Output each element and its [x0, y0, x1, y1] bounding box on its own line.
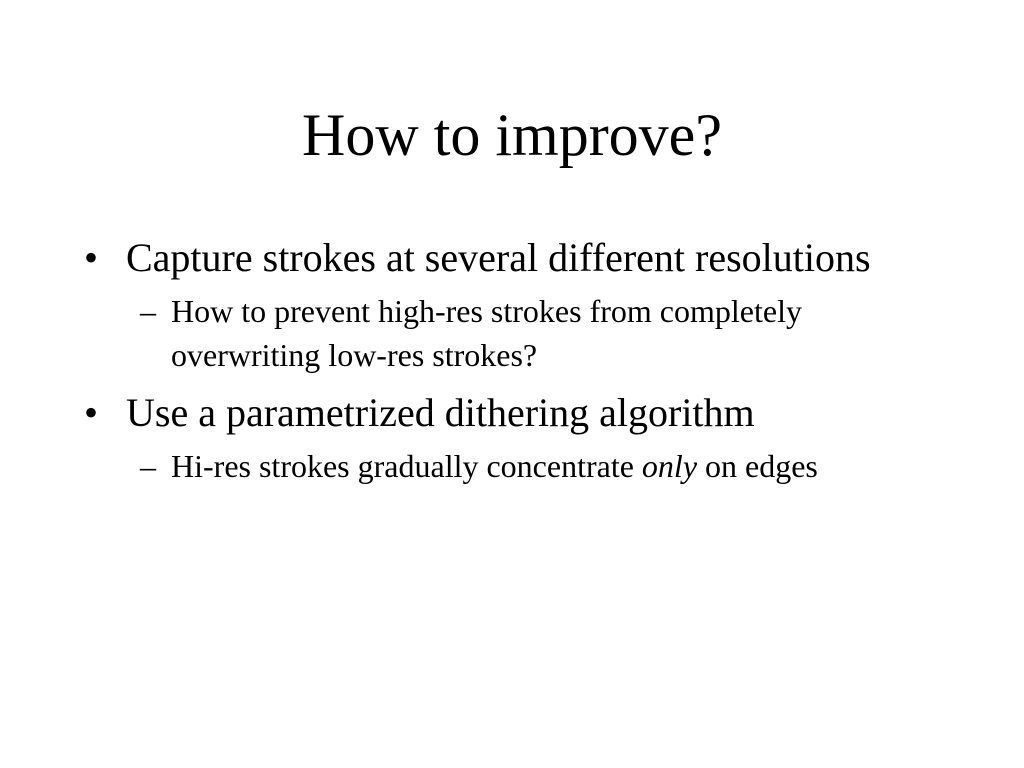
sub-bullet-item	[82, 444, 942, 488]
bullet-item	[82, 232, 942, 283]
dash-icon: –	[140, 448, 156, 484]
sub-bullet-item	[82, 289, 942, 377]
bullet-text: Capture strokes at several different resolutions	[126, 235, 871, 280]
dash-icon: –	[140, 293, 156, 329]
slide-content	[82, 232, 942, 498]
sub-bullet-emphasis: only	[641, 448, 698, 484]
bullet-icon: •	[84, 390, 99, 435]
sub-bullet-text-before: Hi-res strokes gradually concentrate	[171, 448, 642, 484]
bullet-text: Use a parametrized dithering algorithm	[126, 390, 755, 435]
bullet-item	[82, 387, 942, 438]
slide-title: How to improve?	[302, 102, 722, 168]
bullet-icon: •	[84, 235, 99, 280]
sub-bullet-text-after: on edges	[697, 448, 818, 484]
sub-bullet-text: How to prevent high-res strokes from completely overwriting low-res strokes?	[171, 293, 802, 373]
